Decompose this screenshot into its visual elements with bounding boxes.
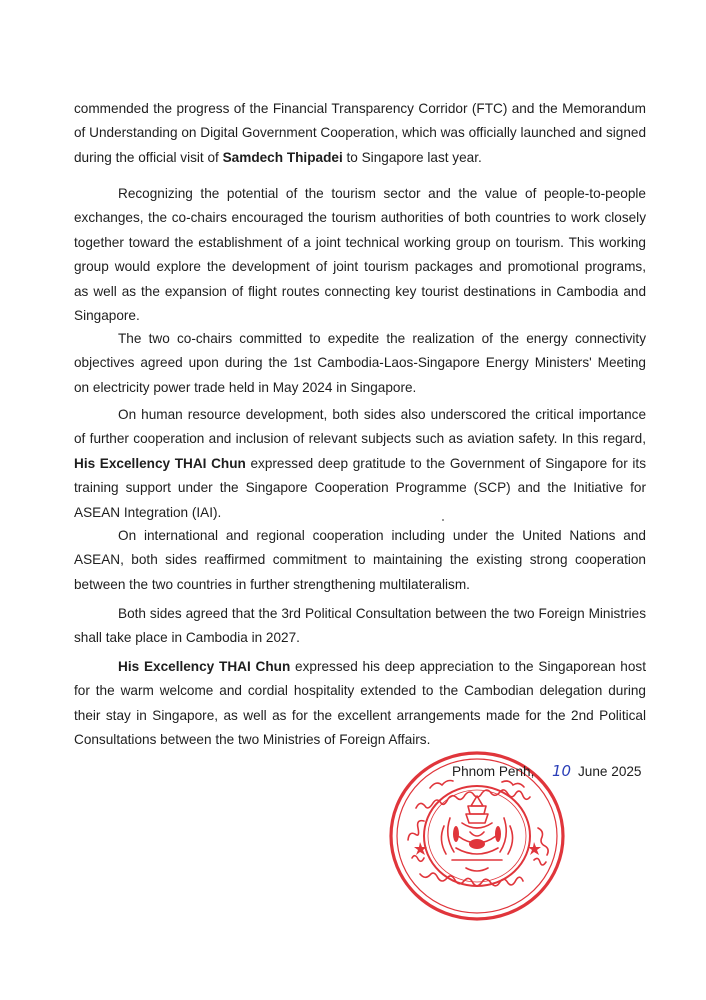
paragraph-next-consultation xyxy=(74,602,646,651)
text-run: of further cooperation and inclusion of relevant subjects such as aviation safety. In this regard, xyxy=(74,431,646,447)
paragraph-multilateral xyxy=(74,524,646,597)
text-line xyxy=(74,376,646,400)
text-run: group would explore the development of joint tourism packages and promotional programs, xyxy=(74,259,646,275)
text-line xyxy=(74,97,646,121)
text-run: commended the progress of the Financial Transparency Corridor (FTC) and the Memorandum xyxy=(74,101,646,116)
text-line xyxy=(74,351,646,375)
text-line xyxy=(74,602,646,626)
text-run: expressed deep gratitude to the Government of Singapore for its xyxy=(245,455,647,471)
stray-dot xyxy=(442,519,444,521)
text-run: shall take place in Cambodia in 2027. xyxy=(74,630,300,646)
month-year: June 2025 xyxy=(578,764,642,779)
text-line xyxy=(74,524,646,548)
text-line xyxy=(74,255,646,279)
highlighted-name: His Excellency THAI Chun xyxy=(74,455,246,471)
text-line xyxy=(74,327,646,351)
text-line xyxy=(74,704,646,728)
handwritten-day: 10 xyxy=(552,762,572,780)
text-run: exchanges, the co-chairs encouraged the tourism authorities of both countries to work closely xyxy=(74,210,646,226)
text-line xyxy=(74,548,646,572)
text-line xyxy=(74,655,646,679)
text-line xyxy=(74,182,646,206)
text-run: ASEAN, both sides reaffirmed commitment to maintaining the existing strong cooperation xyxy=(74,552,646,568)
highlighted-name: His Excellency THAI Chun xyxy=(118,659,291,674)
text-run: objectives agreed upon during the 1st Cambodia-Laos-Singapore Energy Ministers' Meeting xyxy=(74,355,646,371)
text-run: Recognizing the potential of the tourism sector and the value of people-to-people xyxy=(118,186,646,201)
text-line xyxy=(74,146,646,170)
text-run: training support under the Singapore Cooperation Programme (SCP) and the Initiative for xyxy=(74,480,646,496)
text-line xyxy=(74,280,646,304)
text-line xyxy=(74,206,646,230)
text-run: Singapore. xyxy=(74,308,140,324)
text-run: expressed his deep appreciation to the Singaporean host xyxy=(290,659,646,674)
text-run: for the warm welcome and cordial hospitality extended to the Cambodian delegation during xyxy=(74,683,646,699)
text-line xyxy=(74,304,646,328)
text-line xyxy=(74,452,646,476)
text-line xyxy=(74,573,646,597)
text-line xyxy=(74,501,646,525)
text-run: together toward the establishment of a joint technical working group on tourism. This working xyxy=(74,234,646,250)
place-of-signing: Phnom Penh, xyxy=(452,764,535,779)
text-run: during the official visit of xyxy=(74,149,223,165)
text-line xyxy=(74,476,646,500)
text-run: their stay in Singapore, as well as for the excellent arrangements made for the 2nd Political xyxy=(74,707,646,723)
paragraph-human-resources xyxy=(74,403,646,525)
text-line xyxy=(74,403,646,427)
text-run: between the two countries in further strengthening multilateralism. xyxy=(74,576,470,592)
highlighted-name: Samdech Thipadei xyxy=(222,149,343,165)
text-run: of Understanding on Digital Government Cooperation, which was officially launched and signed xyxy=(74,125,646,141)
text-run: Both sides agreed that the 3rd Political Consultation between the two Foreign Ministries xyxy=(118,606,646,621)
text-run: as well as the expansion of flight routes connecting key tourist destinations in Cambodia and xyxy=(74,283,646,299)
text-run: ASEAN Integration (IAI). xyxy=(74,504,222,520)
text-run: to Singapore last year. xyxy=(342,149,482,165)
paragraph-energy xyxy=(74,327,646,400)
text-run: Consultations between the two Ministries of Foreign Affairs. xyxy=(74,732,431,748)
text-line xyxy=(74,121,646,145)
paragraph-appreciation xyxy=(74,655,646,753)
paragraph-tourism xyxy=(74,182,646,328)
text-run: The two co-chairs committed to expedite the realization of the energy connectivity xyxy=(118,331,646,346)
text-run: On human resource development, both sides also underscored the critical importance xyxy=(118,407,646,422)
text-line xyxy=(74,427,646,451)
text-line xyxy=(74,231,646,255)
text-run: On international and regional cooperation including under the United Nations and xyxy=(118,528,646,543)
paragraph-ftc-mou xyxy=(74,97,646,170)
text-line xyxy=(74,679,646,703)
text-run: on electricity power trade held in May 2024 in Singapore. xyxy=(74,379,417,395)
text-line xyxy=(74,626,646,650)
